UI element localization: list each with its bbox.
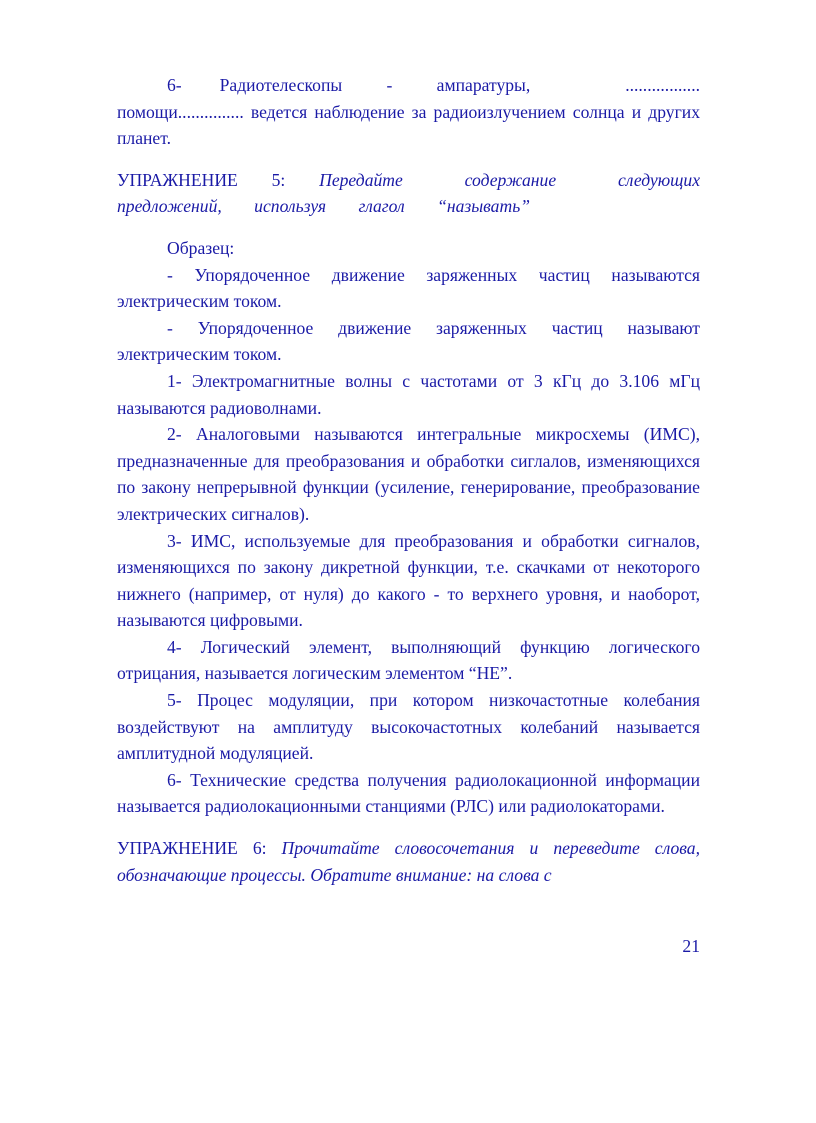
exercise6-instruction: Прочитайте словосочетания и переведите слова, обозначающие процессы. Обратите внимание: на слова с — [117, 838, 700, 885]
exercise6-title: УПРАЖНЕНИЕ 6: — [117, 838, 267, 859]
exercise5-item-5: 5- Процес модуляции, при котором низкочастотные колебания воздействуют на амплитуду высокочастотных колебаний называется амплитудной модуляцией. — [117, 690, 700, 764]
sample-line-1: - Упорядоченное движение заряженных частиц называются электрическим током. — [117, 264, 700, 312]
exercise5-title: УПРАЖНЕНИЕ 5: — [117, 169, 286, 190]
spacer — [117, 220, 700, 235]
exercise5-item-3: 3- ИМС, используемые для преобразования и обработки сигналов, изменяющихся по закону дикретной функции, т.е. скачками от некоторого нижнего (например, от нуля) до какого - то верхнего уровня, и наоборот, называются цифровыми. — [117, 530, 700, 631]
spacer — [117, 152, 700, 167]
exercise5-item-2: 2- Аналоговыми называются интегральные микросхемы (ИМС), предназначенные для преобразования и обработки сиглалов, изменяющихся по закону непрерывной функции (усиление, генерирование, преобразование электрических сигналов). — [117, 424, 700, 524]
spacer — [117, 820, 700, 835]
top-item-line1: 6- Радиотелескопы - ампаратуры, ................. — [167, 75, 700, 95]
exercise5-instruction: Передайте содержание следующих предложений, используя глагол “называть” — [117, 169, 701, 217]
exercise6-heading — [117, 835, 700, 888]
top-item-rest: помощи............... ведется наблюдение за радиоизлучением солнца и других планет. — [117, 101, 700, 149]
exercise5-item-1: 1- Электромагнитные волны с частотами от 3 кГц до 3.106 мГц называются радиоволнами. — [117, 370, 700, 418]
exercise5-heading — [117, 167, 700, 220]
sample-label: Образец: — [167, 237, 235, 258]
exercise5-item-6: 6- Технические средства получения радиолокационной информации называется радиолокационными станциями (РЛС) или радиолокаторами. — [117, 769, 700, 817]
page-number: 21 — [682, 936, 700, 956]
document-page — [117, 72, 700, 888]
exercise5-item-4: 4- Логический элемент, выполняющий функцию логического отрицания, называется логическим элементом “НЕ”. — [117, 636, 700, 684]
sample-line-2: - Упорядоченное движение заряженных частиц называют электрическим током. — [117, 317, 700, 365]
